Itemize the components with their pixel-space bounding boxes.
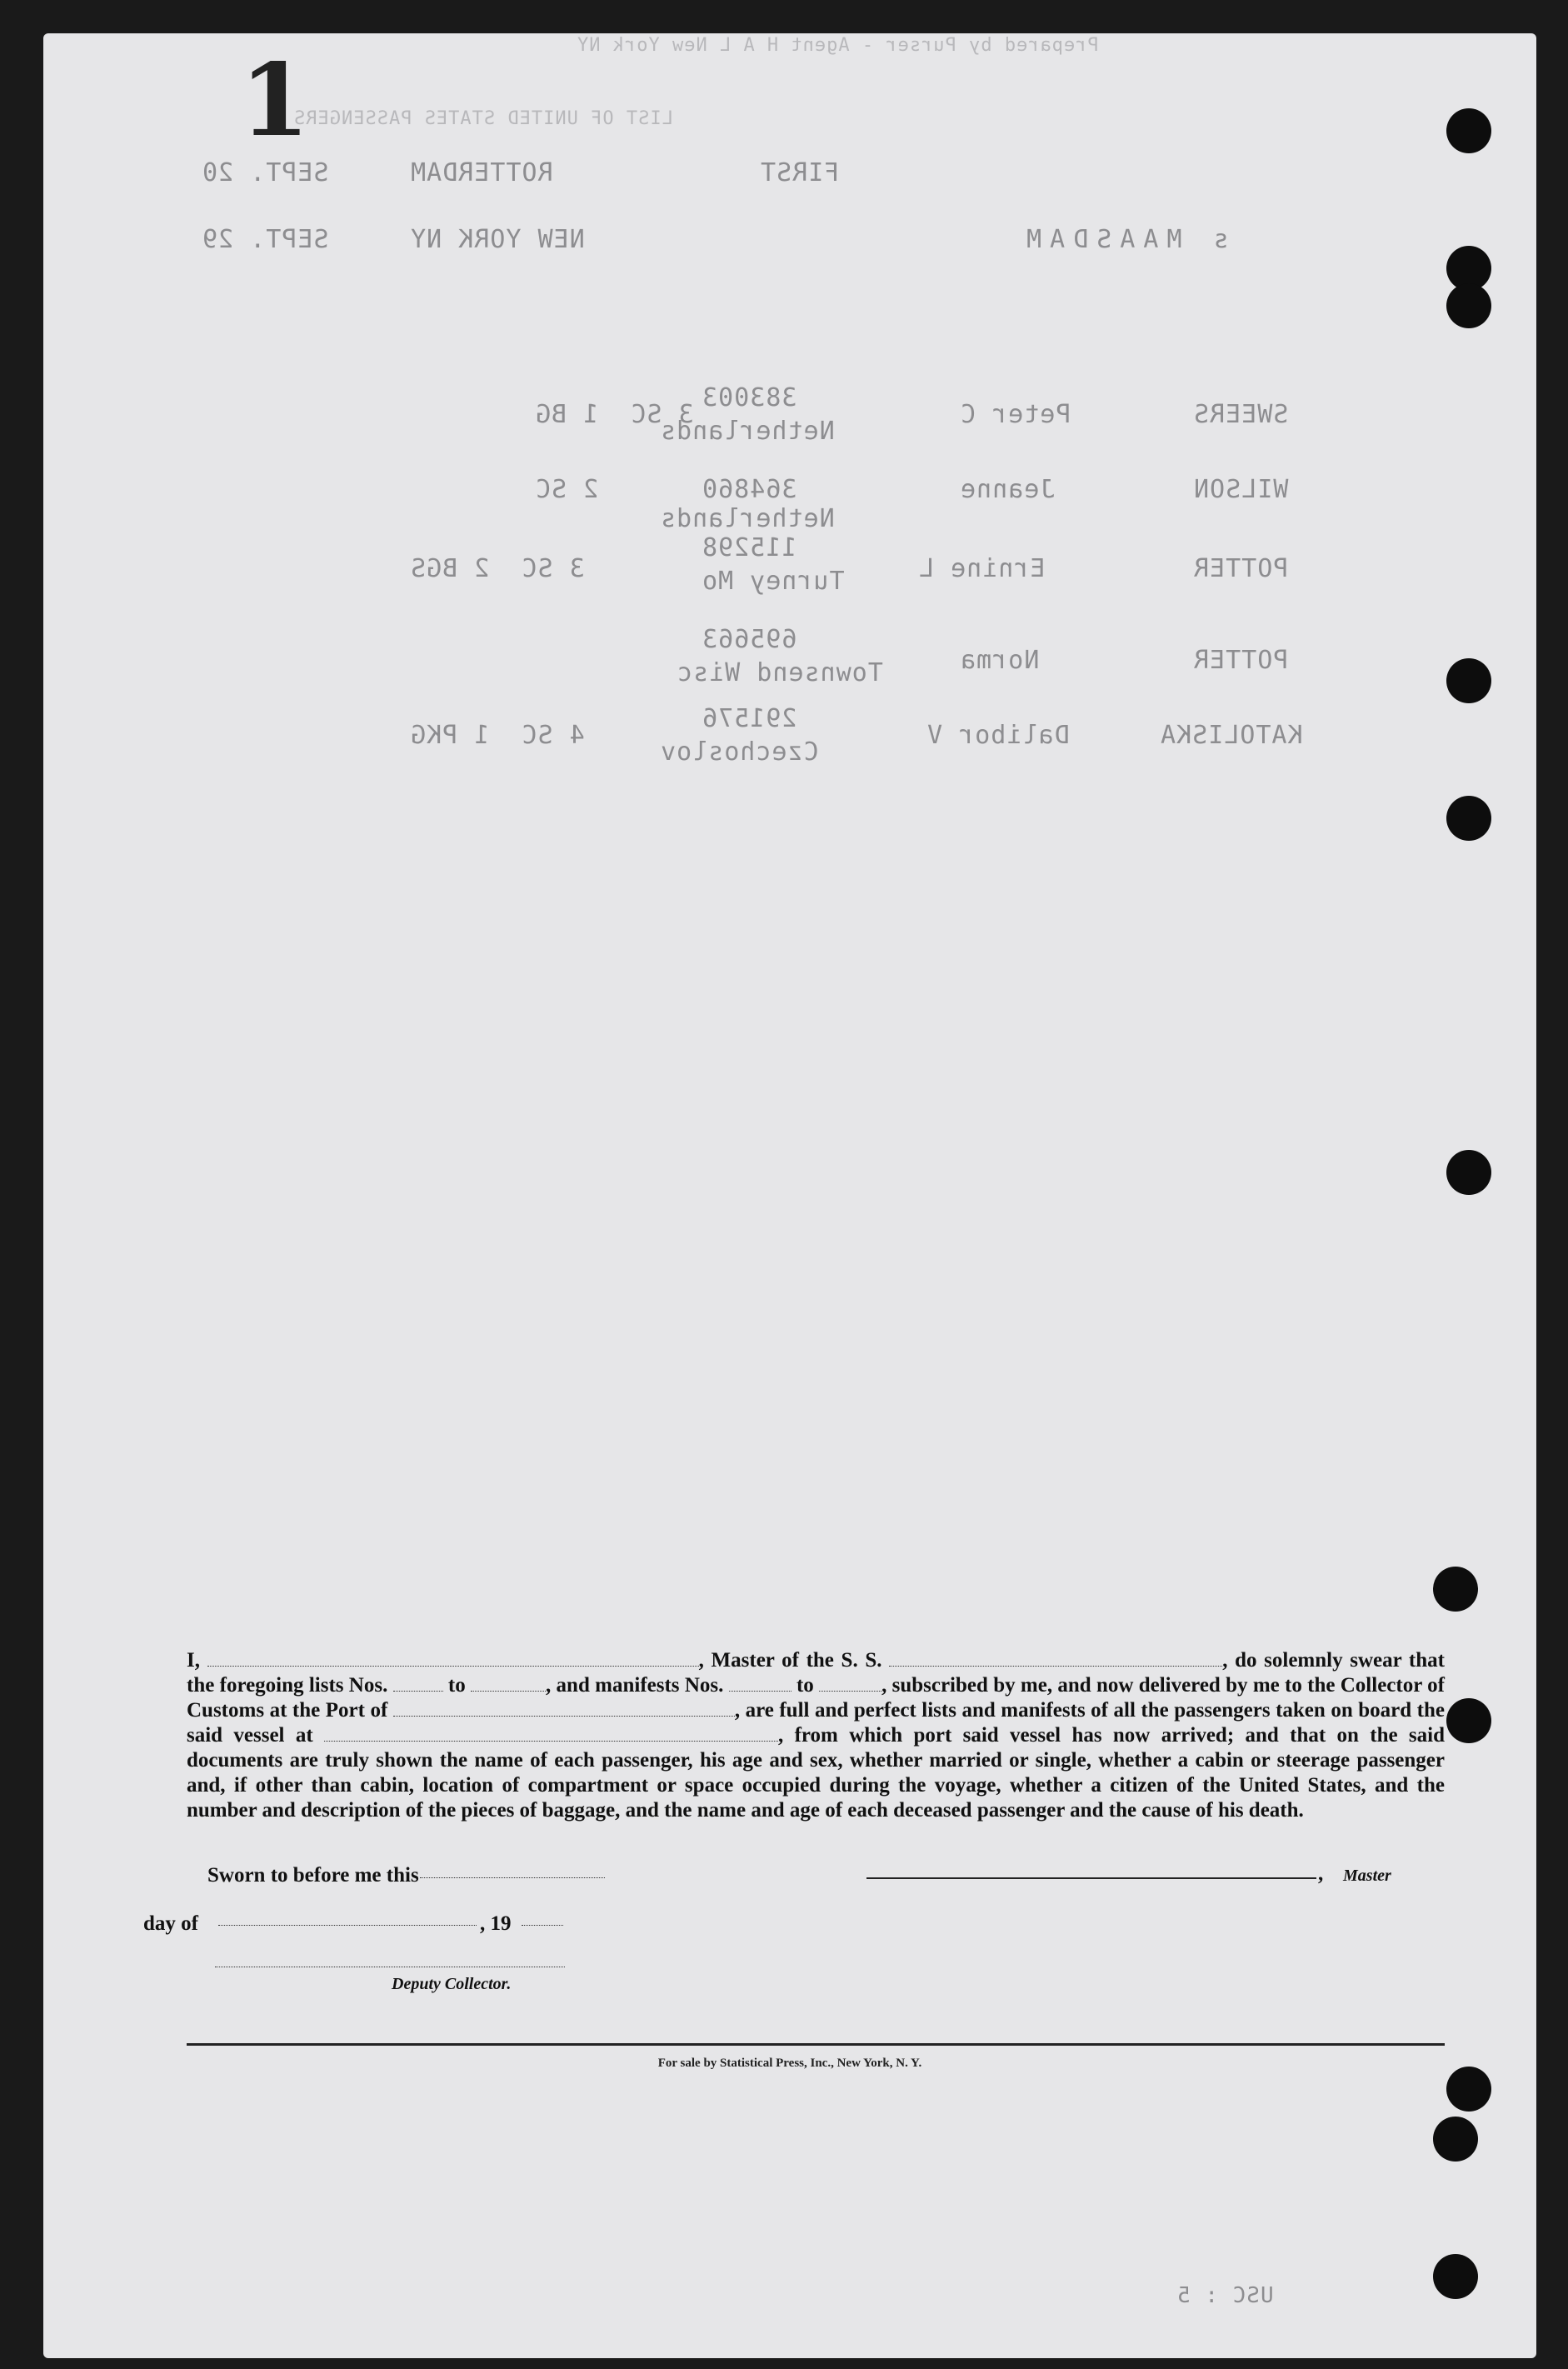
footer-rule [187,2043,1445,2046]
year-label: , 19 [480,1912,512,1935]
punch-hole [1446,1698,1491,1743]
oath-text: to [442,1674,472,1697]
deputy-label: Deputy Collector. [392,1975,512,1993]
punch-hole [1433,2254,1478,2299]
list-to-blank[interactable] [471,1674,546,1692]
bleed-ship-name: s MAASDAM [1018,225,1229,254]
bleed-date-departure: SEPT. 29 [202,225,329,254]
sworn-label: Sworn to before me this [207,1864,419,1887]
oath-text: , Master of the S. S. [698,1649,890,1672]
bleed-country: Netherlands [660,504,835,533]
punch-hole [1446,283,1491,328]
day-of-blank[interactable] [218,1925,477,1926]
oath-text: , do solemnly swear that the foregoing lists Nos. [187,1649,1445,1697]
bleed-given-name: Norma [960,646,1040,675]
bleed-surname: WILSON [1193,475,1289,504]
oath-text: , from which port said vessel has now arrived; and that on the said documents are truly shown the name of each passenger, his age and sex, whether married or single, whether a cabin or steerage passenger and, if other than cabin, location of compartment or space occupied during the voyage, whether a citizen of the United States, and the number and description of the pieces of baggage, and the name and age of each deceased passenger and the cause of his death. [187,1724,1445,1822]
manifest-sheet [43,33,1536,2358]
sworn-date-blank[interactable] [420,1877,605,1878]
punch-hole [1446,658,1491,703]
sheet-number: 1 [240,42,310,159]
punch-hole [1446,108,1491,153]
bleed-port-arrival: ROTTERDAM [410,158,553,187]
day-of-label: day of [143,1912,198,1935]
bleed-baggage: 2 SC [535,475,599,504]
oath-text: , are full and perfect lists and manifests of all the passengers taken on board the said vessel at [187,1699,1445,1747]
oath-paragraph [187,1648,1445,1823]
bleed-baggage: 4 SC 1 PKG [410,721,585,750]
year-blank[interactable] [522,1925,563,1926]
oath-text: , subscribed by me, and now delivered by me to the Collector of Customs at the Port of [187,1674,1445,1722]
bleed-country: Czechoslov [660,737,819,767]
bleed-country: Townsend Wisc [677,658,883,687]
bleed-header-line: Prepared by Purser - Agent H A L New York NY [577,35,1099,56]
oath-text: , and manifests Nos. [546,1674,729,1697]
punch-hole [1433,2117,1478,2162]
bleed-passport: 115298 [702,533,797,562]
master-name-blank[interactable] [207,1649,699,1667]
port-blank[interactable] [393,1699,735,1717]
manifest-to-blank[interactable] [819,1674,881,1692]
ship-name-blank[interactable] [889,1649,1222,1667]
bleed-port-departure: NEW YORK NY [410,225,585,254]
bleed-passport: 695663 [702,625,797,654]
bleed-passport: 364860 [702,475,797,504]
footer-printer: For sale by Statistical Press, Inc., New York, N. Y. [657,2057,922,2070]
punch-hole [1446,796,1491,841]
master-label: Master [1343,1867,1391,1885]
bleed-class: FIRST [760,158,840,187]
bleed-given-name: Jeanne [960,475,1056,504]
manifest-from-blank[interactable] [729,1674,791,1692]
bleed-form-number: USC : 5 [1176,2283,1274,2308]
bleed-baggage: 3 SC 1 BG [535,400,694,429]
bleed-surname: POTTER [1193,646,1289,675]
bleed-surname: SWEERS [1193,400,1289,429]
bleed-surname: KATOLISKA [1160,721,1303,750]
bleed-country: Netherlands [660,417,835,446]
punch-hole [1446,2067,1491,2112]
list-from-blank[interactable] [393,1674,443,1692]
bleed-given-name: Peter C [960,400,1071,429]
oath-text: to [791,1674,820,1697]
master-signature-line[interactable] [866,1877,1316,1879]
bleed-date-arrival: SEPT. 20 [202,158,329,187]
punch-hole [1433,1567,1478,1612]
bleed-passport: 383003 [702,383,797,412]
bleed-passport: 291576 [702,704,797,733]
bleed-subheader-line: LIST OF UNITED STATES PASSENGERS [293,108,673,129]
punch-hole [1446,1150,1491,1195]
master-comma: , [1318,1862,1324,1885]
bleed-given-name: Ernine L [918,554,1046,583]
embark-port-blank[interactable] [324,1724,778,1742]
bleed-country: Turney Mo [702,567,845,596]
oath-lead: I, [187,1649,207,1672]
bleed-given-name: Dalibor V [926,721,1070,750]
bleed-baggage: 3 SC 2 BGS [410,554,585,583]
bleed-surname: POTTER [1193,554,1289,583]
